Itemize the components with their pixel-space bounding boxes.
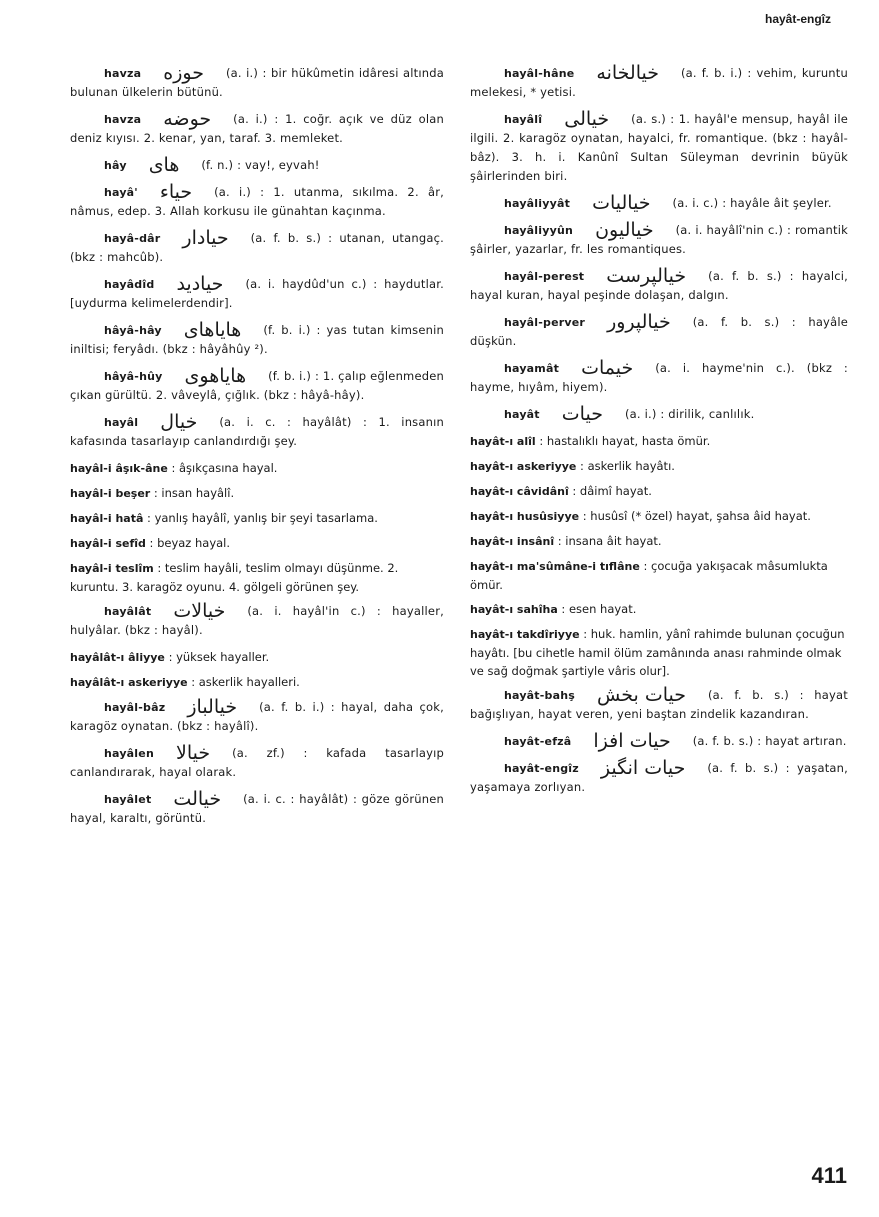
entry-definition: (a. i.) : 1. utanma, sıkılma. 2. âr, nâmus, edep. 3. Allah korkusu ile günahtan kaçınma. [70,185,444,218]
sub-entry-definition: : insan hayâlî. [153,486,235,500]
entry-headword: hayâl-perest [504,270,585,283]
sub-entry [470,532,848,551]
entry-headword: hayât-efzâ [504,735,572,748]
entry-definition: (a. f. b. i.) : vehim, kuruntu melekesi, * yetisi. [470,66,848,99]
sub-entry-definition: : askerlik hayalleri. [191,675,300,689]
entry-headword: hayâl-hâne [504,67,575,80]
sub-entry-definition: : askerlik hayâtı. [580,459,675,473]
entry-definition: (a. i. hayâlî'nin c.) : romantik şâirler, yazarlar, fr. les romantiques. [470,223,848,256]
dictionary-entry [470,221,848,259]
sub-entry-headword: hayâl-i teslîm [70,562,154,575]
entry-arabic-script: هاياهاى [183,319,242,341]
sub-entry [70,673,444,692]
dictionary-entry [470,759,848,797]
entry-headword: hâyâ-hây [104,324,162,337]
dictionary-entry [70,602,444,640]
entry-arabic-script: خيمات [581,357,634,379]
entry-headword: hayâliyyûn [504,224,574,237]
left-column [70,64,444,836]
dictionary-entry [470,267,848,305]
entry-arabic-script: حيادار [182,227,229,249]
entry-arabic-script: خيالپرور [607,311,671,333]
entry-headword: hayamât [504,362,560,375]
entry-headword: hayât-engîz [504,762,579,775]
sub-entry-headword: hayât-ı takdîriyye [470,628,580,641]
entry-arabic-script: خيالت [173,788,222,810]
dictionary-entry [70,183,444,221]
sub-entry [470,507,848,526]
entry-definition: (a. i. hayâl'in c.) : hayaller, hulyâlar. (bkz : hayâl). [70,604,444,637]
entry-headword: hayâ' [104,186,138,199]
entry-definition: (a. i.) : 1. coğr. açık ve düz olan deniz kıyısı. 2. kenar, yan, taraf. 3. memleket. [70,112,444,145]
sub-entry-headword: hayât-ı askeriyye [470,460,577,473]
entry-headword: hayât-bahş [504,689,576,702]
entry-arabic-script: حياديد [176,273,224,295]
entry-definition: (f. b. i.) : 1. çalıp eğlenmeden çıkan gürültü. 2. vâveylâ, çığlık. (bkz : hâyâ-hây). [70,369,444,402]
dictionary-entry [70,790,444,828]
entry-headword: hayâdîd [104,278,155,291]
entry-headword: hây [104,159,127,172]
page-number: 411 [811,1163,847,1188]
entry-definition: (f. n.) : vay!, eyvah! [201,158,320,172]
entry-headword: hayâlet [104,793,152,806]
entry-arabic-script: خيال [160,411,198,433]
sub-entry [70,648,444,667]
sub-entry-definition: : insana âit hayat. [557,534,662,548]
sub-entry-headword: hayât-ı alîl [470,435,536,448]
sub-entry-definition: : teslim hayâli, teslim olmayı düşünme. 2. kuruntu. 3. karagöz oyunu. 4. gölgeli görünen şey. [70,561,399,594]
dictionary-entry [70,110,444,148]
dictionary-entry [70,367,444,405]
entry-arabic-script: خيالباز [187,696,238,718]
running-head: hayât-engîz [764,12,831,26]
entry-arabic-script: هاى [148,154,180,176]
entry-definition: (f. b. i.) : yas tutan kimsenin iniltisi; feryâdı. (bkz : hâyâhûy ²). [70,323,444,356]
entry-definition: (a. i. c. : hayâlât) : 1. insanın kafasında tasarlayıp canlandırdığı şey. [70,415,444,448]
dictionary-entry [70,698,444,736]
entry-headword: hâyâ-hûy [104,370,163,383]
dictionary-entry [70,156,444,175]
sub-entry-headword: hayâl-i hatâ [70,512,144,525]
sub-entry-headword: hayâl-i âşık-âne [70,462,168,475]
entry-definition: (a. i. hayme'nin c.). (bkz : hayme, hıyâm, hiyem). [470,361,848,394]
sub-entry [470,600,848,619]
entry-arabic-script: خيالا [175,742,211,764]
entry-arabic-script: حيات افزا [593,730,671,752]
entry-definition: (a. f. b. s.) : utanan, utangaç. (bkz : mahcûb). [70,231,444,264]
sub-entry-headword: hayâl-i sefîd [70,537,146,550]
entry-headword: hayâlât [104,605,152,618]
sub-entry-headword: hayât-ı sahîha [470,603,558,616]
entry-headword: hayâl-perver [504,316,586,329]
sub-entry [70,459,444,478]
sub-entry-definition: : yüksek hayaller. [168,650,270,664]
entry-arabic-script: خياليون [595,219,654,241]
dictionary-entry [470,194,848,213]
sub-entry-definition: : beyaz hayal. [149,536,231,550]
entry-headword: havza [104,113,142,126]
entry-arabic-script: هاياهوى [184,365,247,387]
sub-entry [70,559,444,596]
entry-arabic-script: حيات انگيز [600,757,686,779]
entry-headword: havza [104,67,142,80]
sub-entry-headword: hayâl-i beşer [70,487,151,500]
sub-entry-definition: : âşıkçasına hayal. [171,461,278,475]
sub-entry [470,432,848,451]
entry-definition: (a. f. b. s.) : hayat artıran. [692,734,847,748]
entry-headword: hayâlî [504,113,543,126]
dictionary-entry [70,275,444,313]
entry-headword: hayâlen [104,747,154,760]
entry-definition: (a. f. b. s.) : hayâle düşkün. [470,315,848,348]
sub-entry-headword: hayâlât-ı âliyye [70,651,165,664]
entry-headword: hayâ-dâr [104,232,161,245]
entry-headword: hayâl-bâz [104,701,166,714]
entry-arabic-script: حوزه [163,62,204,84]
dictionary-entry [470,110,848,186]
entry-arabic-script: خيالخانه [596,62,659,84]
sub-entry-definition: : husûsî (* özel) hayat, şahsa âid hayat. [582,509,811,523]
sub-entry-headword: hayâlât-ı askeriyye [70,676,188,689]
entry-definition: (a. f. b. s.) : hayalci, hayal kuran, hayal peşinde dolaşan, dalgın. [470,269,848,302]
dictionary-entry [70,321,444,359]
entry-arabic-script: حيات بخش [597,684,686,706]
sub-entry-headword: hayât-ı ma'sûmâne-i tıflâne [470,560,640,573]
entry-arabic-script: حوضه [163,108,212,130]
entry-definition: (a. i. c.) : hayâle âit şeyler. [672,196,832,210]
entry-definition: (a. i. haydûd'un c.) : haydutlar. [uydurma kelimelerdendir]. [70,277,444,310]
sub-entry [470,625,848,680]
entry-headword: hayâliyyât [504,197,571,210]
sub-entry-definition: : dâimî hayat. [572,484,652,498]
entry-arabic-script: خيالى [564,108,610,130]
entry-definition: (a. i.) : dirilik, canlılık. [624,407,755,421]
sub-entry [470,557,848,594]
sub-entry [70,484,444,503]
dictionary-entry [470,313,848,351]
entry-definition: (a. zf.) : kafada tasarlayıp canlandırarak, hayal olarak. [70,746,444,779]
sub-entry [70,534,444,553]
entry-arabic-script: خيالات [173,600,226,622]
dictionary-entry [470,405,848,424]
dictionary-entry [70,229,444,267]
sub-entry-definition: : huk. hamlin, yânî rahimde bulunan çocuğun hayâtı. [bu cihetle hamil ölüm zamânında anası rahminde olmak ve sağ doğmak şartiyle vâris olur]. [470,627,845,678]
entry-arabic-script: حياء [159,181,193,203]
dictionary-entry [70,413,444,451]
right-column [470,64,848,805]
entry-definition: (a. s.) : 1. hayâl'e mensup, hayâl ile ilgili. 2. karagöz oynatan, hayalci, fr. romantique. (bkz : hayâl-bâz). 3. h. i. Kanûnî Sultan Süleyman devrinin büyük şâirlerinden biri. [470,112,848,183]
entry-definition: (a. f. b. s.) : yaşatan, yaşamaya zorlıyan. [470,761,848,794]
sub-entry [470,457,848,476]
dictionary-entry [470,686,848,724]
entry-headword: hayâl [104,416,139,429]
sub-entry-definition: : esen hayat. [561,602,637,616]
entry-definition: (a. f. b. i.) : hayal, daha çok, karagöz oynatan. (bkz : hayâlî). [70,700,444,733]
sub-entry-headword: hayât-ı câvidânî [470,485,569,498]
dictionary-entry [470,359,848,397]
sub-entry-headword: hayât-ı insânî [470,535,555,548]
entry-arabic-script: خياليات [592,192,651,214]
dictionary-entry [470,64,848,102]
dictionary-entry [70,744,444,782]
entry-arabic-script: حيات [561,403,603,425]
dictionary-entry [70,64,444,102]
entry-definition: (a. i.) : bir hükûmetin idâresi altında bulunan ülkelerin bütünü. [70,66,444,99]
sub-entry [470,482,848,501]
sub-entry-headword: hayât-ı husûsiyye [470,510,580,523]
sub-entry-definition: : hastalıklı hayat, hasta ömür. [539,434,711,448]
entry-arabic-script: خيالپرست [606,265,687,287]
sub-entry [70,509,444,528]
entry-definition: (a. f. b. s.) : hayat bağışlıyan, hayat veren, yeni baştan zindelik kazandıran. [470,688,848,721]
sub-entry-definition: : çocuğa yakışacak mâsumlukta ömür. [470,559,828,592]
entry-definition: (a. i. c. : hayâlât) : göze görünen hayal, karaltı, görüntü. [70,792,444,825]
dictionary-entry [470,732,848,751]
sub-entry-definition: : yanlış hayâlî, yanlış bir şeyi tasarlama. [147,511,378,525]
entry-headword: hayât [504,408,540,421]
